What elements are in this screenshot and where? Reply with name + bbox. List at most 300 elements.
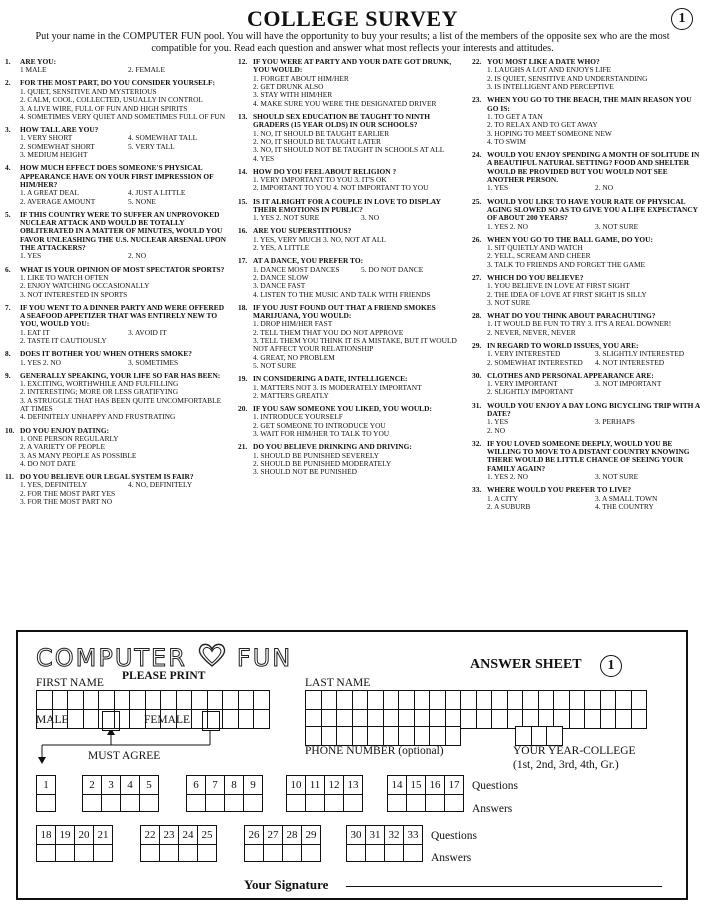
answer-box[interactable] <box>178 844 198 862</box>
answer-sheet <box>16 630 688 900</box>
entry-box[interactable] <box>584 709 601 729</box>
question-options <box>5 380 227 422</box>
question-text: WHAT IS YOUR OPINION OF MOST SPECTATOR SPORTS? <box>20 264 225 274</box>
entry-box[interactable] <box>491 690 508 710</box>
entry-box[interactable] <box>615 709 632 729</box>
survey-question <box>472 151 702 193</box>
answer-box[interactable] <box>205 794 225 812</box>
question-text: IF THIS COUNTRY WERE TO SUFFER AN UNPROVOKED NUCLEAR ATTACK AND WOULD BE TOTALLY OBLITERATED IN A MATTER OF MINUTES, WOULD YOU FAVOR UNLEASHING THE U.S. NUCLEAR ARSENAL UPON THE ATTACKERS? <box>20 209 227 253</box>
entry-box[interactable] <box>238 709 255 729</box>
question-options <box>5 359 227 367</box>
answer-option: 3. SLIGHTLY INTERESTED <box>595 349 685 359</box>
answer-option: 2. NO <box>487 425 506 435</box>
answer-option: 1. TO GET A TAN <box>487 111 543 121</box>
answer-box[interactable] <box>305 794 325 812</box>
question-number-group <box>286 775 363 795</box>
question-options <box>5 329 227 346</box>
answer-option: 2. NO, IT SHOULD BE TAUGHT LATER <box>253 136 381 146</box>
question-text: YOU MOST LIKE A DATE WHO? <box>487 57 600 66</box>
question-number: 27. <box>472 272 482 282</box>
entry-box[interactable] <box>507 690 524 710</box>
answer-option: 4. SOMETIMES VERY QUIET AND SOMETIMES FULL OF FUN <box>20 111 226 121</box>
answer-option: 2. GET SOMEONE TO INTRODUCE YOU <box>253 420 386 430</box>
question-number-cell: 10 <box>286 775 306 795</box>
answer-option: 1. VERY SHORT <box>20 133 73 143</box>
question-number-cell: 5 <box>139 775 159 795</box>
question-text: HOW TALL ARE YOU? <box>20 125 99 134</box>
answer-box-group <box>186 794 263 812</box>
survey-question <box>472 440 702 482</box>
answer-option: 2. NEVER, NEVER, NEVER <box>487 327 576 337</box>
survey-question <box>238 113 462 163</box>
entry-box[interactable] <box>569 709 586 729</box>
entry-box[interactable] <box>414 726 431 746</box>
answer-option: 1. YOU BELIEVE IN LOVE AT FIRST SIGHT <box>487 281 630 291</box>
answer-option: 4. THE COUNTRY <box>595 501 654 511</box>
question-number-cell: 6 <box>186 775 206 795</box>
entry-box[interactable] <box>191 690 208 710</box>
answer-option: 1. YES 2. NOT SURE <box>253 213 320 223</box>
answer-box[interactable] <box>387 794 407 812</box>
question-number: 13. <box>238 111 248 121</box>
survey-question <box>5 350 227 367</box>
entry-box[interactable] <box>414 690 431 710</box>
question-options <box>472 418 702 435</box>
entry-box[interactable] <box>367 690 384 710</box>
entry-box[interactable] <box>336 690 353 710</box>
entry-box[interactable] <box>352 726 369 746</box>
answer-sheet-title: ANSWER SHEET <box>470 657 582 672</box>
survey-question <box>238 405 462 438</box>
question-number: 14. <box>238 166 248 176</box>
question-number-cell: 31 <box>365 825 385 845</box>
question-options <box>5 189 227 206</box>
first-name-boxes[interactable] <box>36 690 270 710</box>
answer-option: 2. SLIGHTLY IMPORTANT <box>487 387 574 397</box>
answer-option: 4. MAKE SURE YOU WERE THE DESIGNATED DRIVER <box>253 98 437 108</box>
answer-option: 3. NOT SURE <box>595 472 639 482</box>
entry-box[interactable] <box>600 709 617 729</box>
entry-box[interactable] <box>445 726 462 746</box>
survey-question <box>238 227 462 252</box>
survey-question <box>5 372 227 422</box>
entry-box[interactable] <box>207 690 224 710</box>
answer-box[interactable] <box>406 794 426 812</box>
entry-box[interactable] <box>383 690 400 710</box>
entry-box[interactable] <box>83 690 100 710</box>
question-text: IF YOU WERE AT PARTY AND YOUR DATE GOT DRUNK, YOU WOULD: <box>253 57 452 75</box>
answer-option: 1. YES, DEFINITELY <box>20 480 88 490</box>
option-row <box>487 359 702 367</box>
question-number-cell: 30 <box>346 825 366 845</box>
question-header <box>472 402 702 419</box>
entry-box[interactable] <box>253 709 270 729</box>
entry-box[interactable] <box>631 690 648 710</box>
answer-option: 4. DEFINITELY UNHAPPY AND FRUSTRATING <box>20 412 176 422</box>
entry-box[interactable] <box>367 726 384 746</box>
answer-option: 3. AVOID IT <box>128 327 167 337</box>
question-options <box>472 473 702 481</box>
answer-box[interactable] <box>244 844 264 862</box>
entry-box[interactable] <box>129 690 146 710</box>
page-number: 1 <box>671 8 693 30</box>
question-number: 19. <box>238 374 248 384</box>
question-text: HOW DO YOU FEEL ABOUT RELIGION ? <box>253 166 397 176</box>
answer-option: 2. NO <box>595 183 614 193</box>
question-number-cell: 9 <box>243 775 263 795</box>
question-options <box>238 384 462 401</box>
question-number-cell: 20 <box>74 825 94 845</box>
question-number: 7. <box>5 302 11 312</box>
question-text: ARE YOU: <box>20 57 57 66</box>
entry-box[interactable] <box>460 690 477 710</box>
entry-box[interactable] <box>600 690 617 710</box>
answer-box[interactable] <box>36 844 56 862</box>
entry-box[interactable] <box>67 709 84 729</box>
question-text: WHEN YOU GO TO THE BEACH, THE MAIN REASON YOU GO IS: <box>487 95 692 113</box>
answers-label-1: Answers <box>472 803 513 815</box>
survey-question <box>238 198 462 223</box>
question-number: 31. <box>472 400 482 410</box>
answer-box[interactable] <box>425 794 445 812</box>
entry-box[interactable] <box>429 690 446 710</box>
option-row <box>253 214 462 222</box>
answer-option: 1. LIKE TO WATCH OFTEN <box>20 272 109 282</box>
entry-box[interactable] <box>460 709 477 729</box>
question-number-cell: 18 <box>36 825 56 845</box>
question-number-cell: 7 <box>205 775 225 795</box>
question-text: IN REGARD TO WORLD ISSUES, YOU ARE: <box>487 340 639 350</box>
answer-box[interactable] <box>139 794 159 812</box>
answer-box[interactable] <box>36 794 56 812</box>
entry-box[interactable] <box>305 726 322 746</box>
question-text: WOULD YOU ENJOY SPENDING A MONTH OF SOLITUDE IN A BEAUTIFUL NATURAL SETTING? FOOD AND SHELTER WOULD BE PROVIDED BUT YOU WOULD NOT SEE ANOTHER PERSON. <box>487 150 700 185</box>
entry-box[interactable] <box>569 690 586 710</box>
survey-question <box>472 342 702 367</box>
answer-option: 1. DANCE MOST DANCES <box>253 264 340 274</box>
question-options <box>472 320 702 337</box>
entry-box[interactable] <box>429 726 446 746</box>
question-number-group <box>186 775 263 795</box>
answer-box[interactable] <box>346 844 366 862</box>
answer-option: 2. SOMEWHAT INTERESTED <box>487 357 583 367</box>
answer-option: 1. ONE PERSON REGULARLY <box>20 433 119 443</box>
survey-question <box>472 372 702 397</box>
answer-option: 1. EAT IT <box>20 327 50 337</box>
answer-option: 4. LISTEN TO THE MUSIC AND TALK WITH FRIENDS <box>253 289 431 299</box>
question-text: HOW MUCH EFFECT DOES SOMEONE'S PHYSICAL APPEARANCE HAVE ON YOUR FIRST IMPRESSION OF HIM/HER? <box>20 163 214 189</box>
option-row <box>487 184 702 192</box>
question-number: 18. <box>238 302 248 312</box>
question-text: GENERALLY SPEAKING, YOUR LIFE SO FAR HAS BEEN: <box>20 370 221 380</box>
option-row <box>487 223 702 231</box>
answer-box[interactable] <box>343 794 363 812</box>
answer-option: 2. DANCE SLOW <box>253 272 309 282</box>
entry-box[interactable] <box>476 690 493 710</box>
question-number: 23. <box>472 95 482 105</box>
question-options <box>472 223 702 231</box>
answer-option: 4. JUST A LITTLE <box>128 188 186 198</box>
entry-box[interactable] <box>383 726 400 746</box>
question-options <box>238 214 462 222</box>
entry-box[interactable] <box>222 690 239 710</box>
entry-box[interactable] <box>515 726 532 746</box>
answer-option: 2. IMPORTANT TO YOU 4. NOT IMPORTANT TO YOU <box>253 183 429 193</box>
page-title: COLLEGE SURVEY <box>247 6 458 31</box>
answer-box[interactable] <box>55 844 75 862</box>
question-options <box>238 452 462 477</box>
answer-option: 1. EXCITING, WORTHWHILE AND FULFILLING <box>20 379 179 389</box>
question-options <box>5 66 227 74</box>
answer-box[interactable] <box>384 844 404 862</box>
question-number: 33. <box>472 485 482 495</box>
question-header <box>238 198 462 215</box>
survey-question <box>5 304 227 346</box>
answer-option: 3. SOMETIMES <box>128 357 179 367</box>
question-number-cell: 25 <box>197 825 217 845</box>
entry-box[interactable] <box>176 690 193 710</box>
entry-box[interactable] <box>145 690 162 710</box>
answer-option: 3. TALK TO FRIENDS AND FORGET THE GAME <box>487 259 646 269</box>
entry-box[interactable] <box>83 709 100 729</box>
question-number-cell: 4 <box>120 775 140 795</box>
entry-box[interactable] <box>36 690 53 710</box>
question-number-cell: 33 <box>403 825 423 845</box>
answer-box[interactable] <box>444 794 464 812</box>
entry-box[interactable] <box>398 726 415 746</box>
question-number-group <box>36 775 56 795</box>
question-number: 30. <box>472 370 482 380</box>
question-options <box>472 244 702 269</box>
question-number-group <box>346 825 423 845</box>
question-header <box>472 96 702 113</box>
answer-box[interactable] <box>224 794 244 812</box>
entry-box[interactable] <box>253 690 270 710</box>
question-number: 24. <box>472 150 482 160</box>
brand-left: COMPUTER <box>36 644 187 672</box>
answer-option: 2. YELL, SCREAM AND CHEER <box>487 251 591 261</box>
question-text: FOR THE MOST PART, DO YOU CONSIDER YOURSELF: <box>20 78 215 88</box>
question-header <box>5 164 227 189</box>
question-options <box>5 252 227 260</box>
question-number: 4. <box>5 163 11 173</box>
entry-box[interactable] <box>114 690 131 710</box>
phone-boxes[interactable] <box>305 726 461 746</box>
question-options <box>472 380 702 397</box>
question-text: WOULD YOU ENJOY A DAY LONG BICYCLING TRIP WITH A DATE? <box>487 400 700 418</box>
entry-box[interactable] <box>476 709 493 729</box>
answer-box[interactable] <box>186 794 206 812</box>
question-text: WOULD YOU LIKE TO HAVE YOUR RATE OF PHYSICAL AGING SLOWED SO AS TO GIVE YOU A LIFE EXPECTANCY OF ABOUT 200 YEARS? <box>487 196 698 223</box>
survey-question <box>472 486 702 511</box>
answer-box-group <box>346 844 423 862</box>
answer-box[interactable] <box>140 844 160 862</box>
answer-option: 3. DANCE FAST <box>253 281 306 291</box>
answer-option: 4. NOT INTERESTED <box>595 357 665 367</box>
question-options <box>472 184 702 192</box>
answer-box[interactable] <box>301 844 321 862</box>
female-box[interactable] <box>202 711 220 731</box>
question-number: 3. <box>5 125 11 134</box>
answer-option: 3. NOT INTERESTED IN SPORTS <box>20 289 128 299</box>
answer-box[interactable] <box>120 794 140 812</box>
question-number-cell: 13 <box>343 775 363 795</box>
question-column-1 <box>5 58 227 511</box>
answer-option: 2. MATTERS GREATLY <box>253 390 329 400</box>
entry-box[interactable] <box>398 690 415 710</box>
answer-option: 1. LAUGHS A LOT AND ENJOYS LIFE <box>487 65 612 75</box>
survey-question <box>238 168 462 193</box>
question-number-group <box>140 825 217 845</box>
question-options <box>5 88 227 121</box>
answer-option: 3. HOPING TO MEET SOMEONE NEW <box>487 128 612 138</box>
entry-box[interactable] <box>522 690 539 710</box>
answer-option: 4. NO, DEFINITELY <box>128 480 193 490</box>
question-text: WHAT DO YOU THINK ABOUT PARACHUTING? <box>487 311 656 321</box>
entry-box[interactable] <box>67 690 84 710</box>
answer-option: 1. YES, VERY MUCH 3. NO, NOT AT ALL <box>253 234 386 244</box>
entry-box[interactable] <box>631 709 648 729</box>
question-text: DO YOU BELIEVE OUR LEGAL SYSTEM IS FAIR? <box>20 472 194 482</box>
answer-option: 5. VERY TALL <box>128 141 175 151</box>
answer-box[interactable] <box>74 844 94 862</box>
entry-box[interactable] <box>98 690 115 710</box>
question-number-cell: 29 <box>301 825 321 845</box>
answer-box[interactable] <box>159 844 179 862</box>
survey-question <box>472 274 702 307</box>
answer-option: 3. AS MANY PEOPLE AS POSSIBLE <box>20 450 137 460</box>
answer-option: 2. ENJOY WATCHING OCCASIONALLY <box>20 281 150 291</box>
question-number-cell: 21 <box>93 825 113 845</box>
year-college-options: (1st, 2nd, 3rd, 4th, Gr.) <box>513 759 619 771</box>
answer-option: 1. DROP HIM/HER FAST <box>253 319 333 329</box>
entry-box[interactable] <box>445 690 462 710</box>
brand-right: FUN <box>236 644 293 672</box>
question-number: 32. <box>472 438 482 448</box>
question-number-cell: 27 <box>263 825 283 845</box>
question-header <box>5 211 227 253</box>
answer-option: 3. NOT SURE <box>595 221 639 231</box>
answer-box[interactable] <box>243 794 263 812</box>
entry-box[interactable] <box>491 709 508 729</box>
survey-question <box>5 266 227 299</box>
answer-option: 2. YES, A LITTLE <box>253 243 310 253</box>
question-number: 2. <box>5 78 11 88</box>
answer-box[interactable] <box>365 844 385 862</box>
entry-box[interactable] <box>160 690 177 710</box>
answer-option: 3. SHOULD NOT BE PUNISHED <box>253 467 357 477</box>
answer-option: 3. NO, IT SHOULD NOT BE TAUGHT IN SCHOOLS AT ALL <box>253 145 445 155</box>
question-options <box>238 236 462 253</box>
question-text: WHEN YOU GO TO THE BALL GAME, DO YOU: <box>487 234 653 244</box>
answer-option: 1. SHOULD BE PUNISHED SEVERELY <box>253 450 379 460</box>
answer-box[interactable] <box>197 844 217 862</box>
question-text: IN CONSIDERING A DATE, INTELLIGENCE: <box>253 374 408 384</box>
option-row <box>20 359 227 367</box>
entry-box[interactable] <box>553 690 570 710</box>
answer-box[interactable] <box>101 794 121 812</box>
answer-box[interactable] <box>82 794 102 812</box>
question-number-cell: 28 <box>282 825 302 845</box>
answer-box[interactable] <box>282 844 302 862</box>
question-header <box>5 304 227 329</box>
answer-option: 2. A SUBURB <box>487 501 531 511</box>
answer-option: 1. NO, IT SHOULD BE TAUGHT EARLIER <box>253 128 390 138</box>
survey-question <box>472 58 702 91</box>
year-college-boxes[interactable] <box>515 726 563 746</box>
signature-line[interactable] <box>346 886 662 887</box>
entry-box[interactable] <box>321 726 338 746</box>
answer-option: 1. VERY INTERESTED <box>487 349 561 359</box>
entry-box[interactable] <box>321 690 338 710</box>
answer-box[interactable] <box>93 844 113 862</box>
survey-question <box>5 164 227 206</box>
entry-box[interactable] <box>546 726 563 746</box>
entry-box[interactable] <box>336 726 353 746</box>
question-text: ARE YOU SUPERSTITIOUS? <box>253 226 352 236</box>
entry-box[interactable] <box>352 690 369 710</box>
female-label: FEMALE <box>144 714 190 726</box>
answer-box[interactable] <box>324 794 344 812</box>
answer-box[interactable] <box>403 844 423 862</box>
entry-box[interactable] <box>305 690 322 710</box>
answer-option: 3. MEDIUM HEIGHT <box>20 150 88 160</box>
first-name-label: FIRST NAME <box>36 677 104 689</box>
question-number-cell: 14 <box>387 775 407 795</box>
answers-label-2: Answers <box>431 852 472 864</box>
answer-option: 1 MALE <box>20 65 47 75</box>
entry-box[interactable] <box>222 709 239 729</box>
question-header <box>472 151 702 184</box>
question-number-group <box>82 775 159 795</box>
male-box[interactable] <box>102 711 120 731</box>
answer-option: 1. MATTERS NOT 3. IS MODERATELY IMPORTANT <box>253 382 422 392</box>
answer-option: 1. QUIET, SENSITIVE AND MYSTERIOUS <box>20 86 157 96</box>
question-column-3 <box>472 58 702 516</box>
answer-option: 5. NONE <box>128 196 156 206</box>
entry-box[interactable] <box>238 690 255 710</box>
question-options <box>5 274 227 299</box>
answer-option: 1. YES 2. NO <box>487 221 528 231</box>
question-number-cell: 17 <box>444 775 464 795</box>
entry-box[interactable] <box>538 690 555 710</box>
question-text: DOES IT BOTHER YOU WHEN OTHERS SMOKE? <box>20 349 192 359</box>
entry-box[interactable] <box>52 690 69 710</box>
entry-box[interactable] <box>531 726 548 746</box>
survey-question <box>5 126 227 159</box>
question-options <box>238 320 462 370</box>
question-number: 21. <box>238 442 248 452</box>
question-header <box>238 304 462 321</box>
question-options <box>472 282 702 307</box>
answer-box[interactable] <box>286 794 306 812</box>
last-name-boxes[interactable] <box>305 690 647 710</box>
answer-option: 2. NO <box>128 251 147 261</box>
answer-option: 1. VERY IMPORTANT <box>487 379 558 389</box>
entry-box[interactable] <box>584 690 601 710</box>
question-text: DO YOU BELIEVE DRINKING AND DRIVING: <box>253 442 412 452</box>
question-number-cell: 3 <box>101 775 121 795</box>
survey-question <box>5 427 227 469</box>
answer-box[interactable] <box>263 844 283 862</box>
entry-box[interactable] <box>615 690 632 710</box>
question-number: 8. <box>5 349 11 359</box>
answer-option: 1. YES <box>487 417 509 427</box>
answer-option: 3. A SMALL TOWN <box>595 493 658 503</box>
questions-label-1: Questions <box>472 780 518 792</box>
answer-option: 2. SOMEWHAT SHORT <box>20 141 95 151</box>
answer-option: 5. NOT SURE <box>253 361 297 371</box>
